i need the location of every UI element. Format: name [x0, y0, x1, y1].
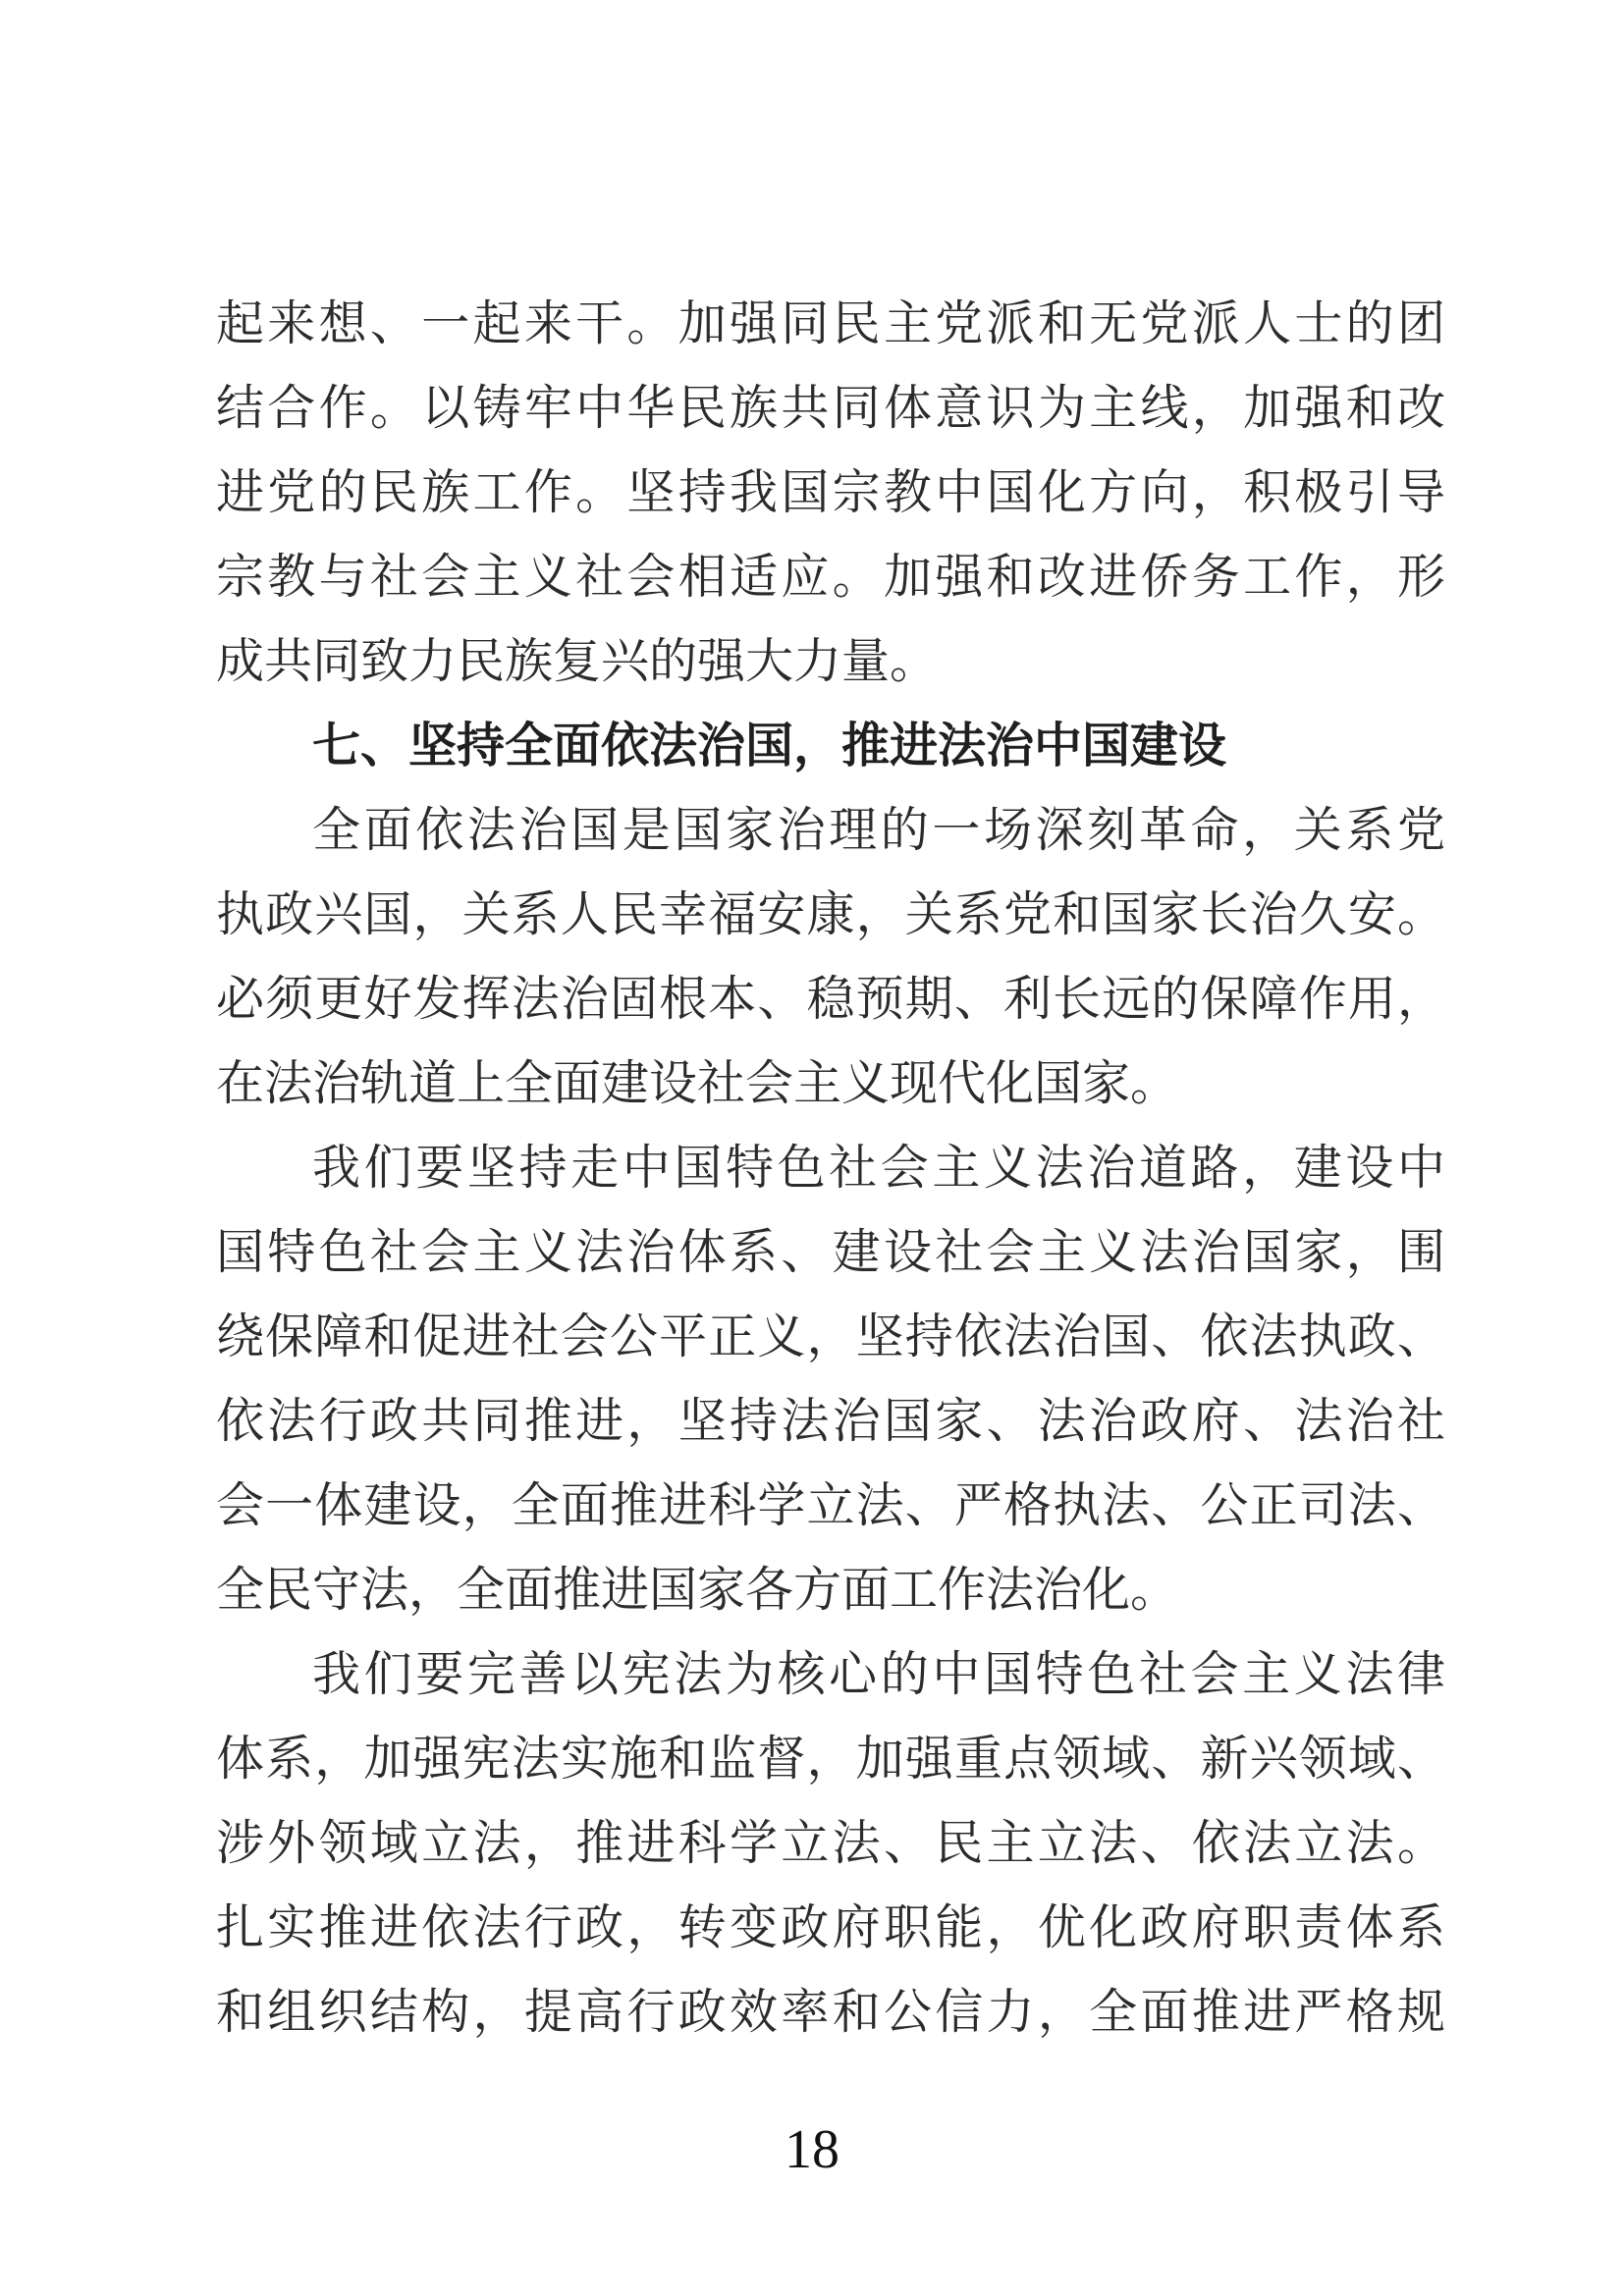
text-line: 体系，加强宪法实施和监督，加强重点领域、新兴领域、	[216, 1732, 1445, 1786]
section-heading: 七、坚持全面依法治国，推进法治中国建设	[312, 719, 1227, 773]
text-line: 全面依法治国是国家治理的一场深刻革命，关系党	[312, 803, 1445, 857]
page-number: 18	[785, 2119, 839, 2180]
text-line: 执政兴国，关系人民幸福安康，关系党和国家长治久安。	[216, 887, 1445, 941]
text-line: 在法治轨道上全面建设社会主义现代化国家。	[216, 1056, 1179, 1110]
text-line: 全民守法，全面推进国家各方面工作法治化。	[216, 1563, 1179, 1617]
paragraph-united-front	[216, 282, 1445, 704]
text-line: 涉外领域立法，推进科学立法、民主立法、依法立法。	[216, 1816, 1445, 1870]
text-line: 宗教与社会主义社会相适应。加强和改进侨务工作，形	[216, 550, 1445, 604]
text-line: 结合作。以铸牢中华民族共同体意识为主线，加强和改	[216, 381, 1445, 435]
text-line: 国特色社会主义法治体系、建设社会主义法治国家，围	[216, 1225, 1445, 1279]
text-line: 依法行政共同推进，坚持法治国家、法治政府、法治社	[216, 1394, 1445, 1448]
text-line: 和组织结构，提高行政效率和公信力，全面推进严格规	[216, 1985, 1445, 2039]
text-line: 必须更好发挥法治固根本、稳预期、利长远的保障作用，	[216, 972, 1445, 1026]
text-line: 成共同致力民族复兴的强大力量。	[216, 634, 939, 688]
paragraph-rule-of-law-intro	[216, 788, 1445, 1126]
text-line: 我们要完善以宪法为核心的中国特色社会主义法律	[312, 1647, 1445, 1701]
text-block	[216, 282, 1445, 2055]
paragraph-rule-of-law-path	[216, 1126, 1445, 1632]
text-line: 起来想、一起来干。加强同民主党派和无党派人士的团	[216, 296, 1445, 350]
text-line: 会一体建设，全面推进科学立法、严格执法、公正司法、	[216, 1478, 1445, 1532]
paragraph-constitution	[216, 1632, 1445, 2055]
text-line: 绕保障和促进社会公平正义，坚持依法治国、依法执政、	[216, 1309, 1445, 1363]
text-line: 扎实推进依法行政，转变政府职能，优化政府职责体系	[216, 1900, 1445, 1954]
text-line: 我们要坚持走中国特色社会主义法治道路，建设中	[312, 1141, 1445, 1195]
text-line: 进党的民族工作。坚持我国宗教中国化方向，积极引导	[216, 465, 1445, 519]
